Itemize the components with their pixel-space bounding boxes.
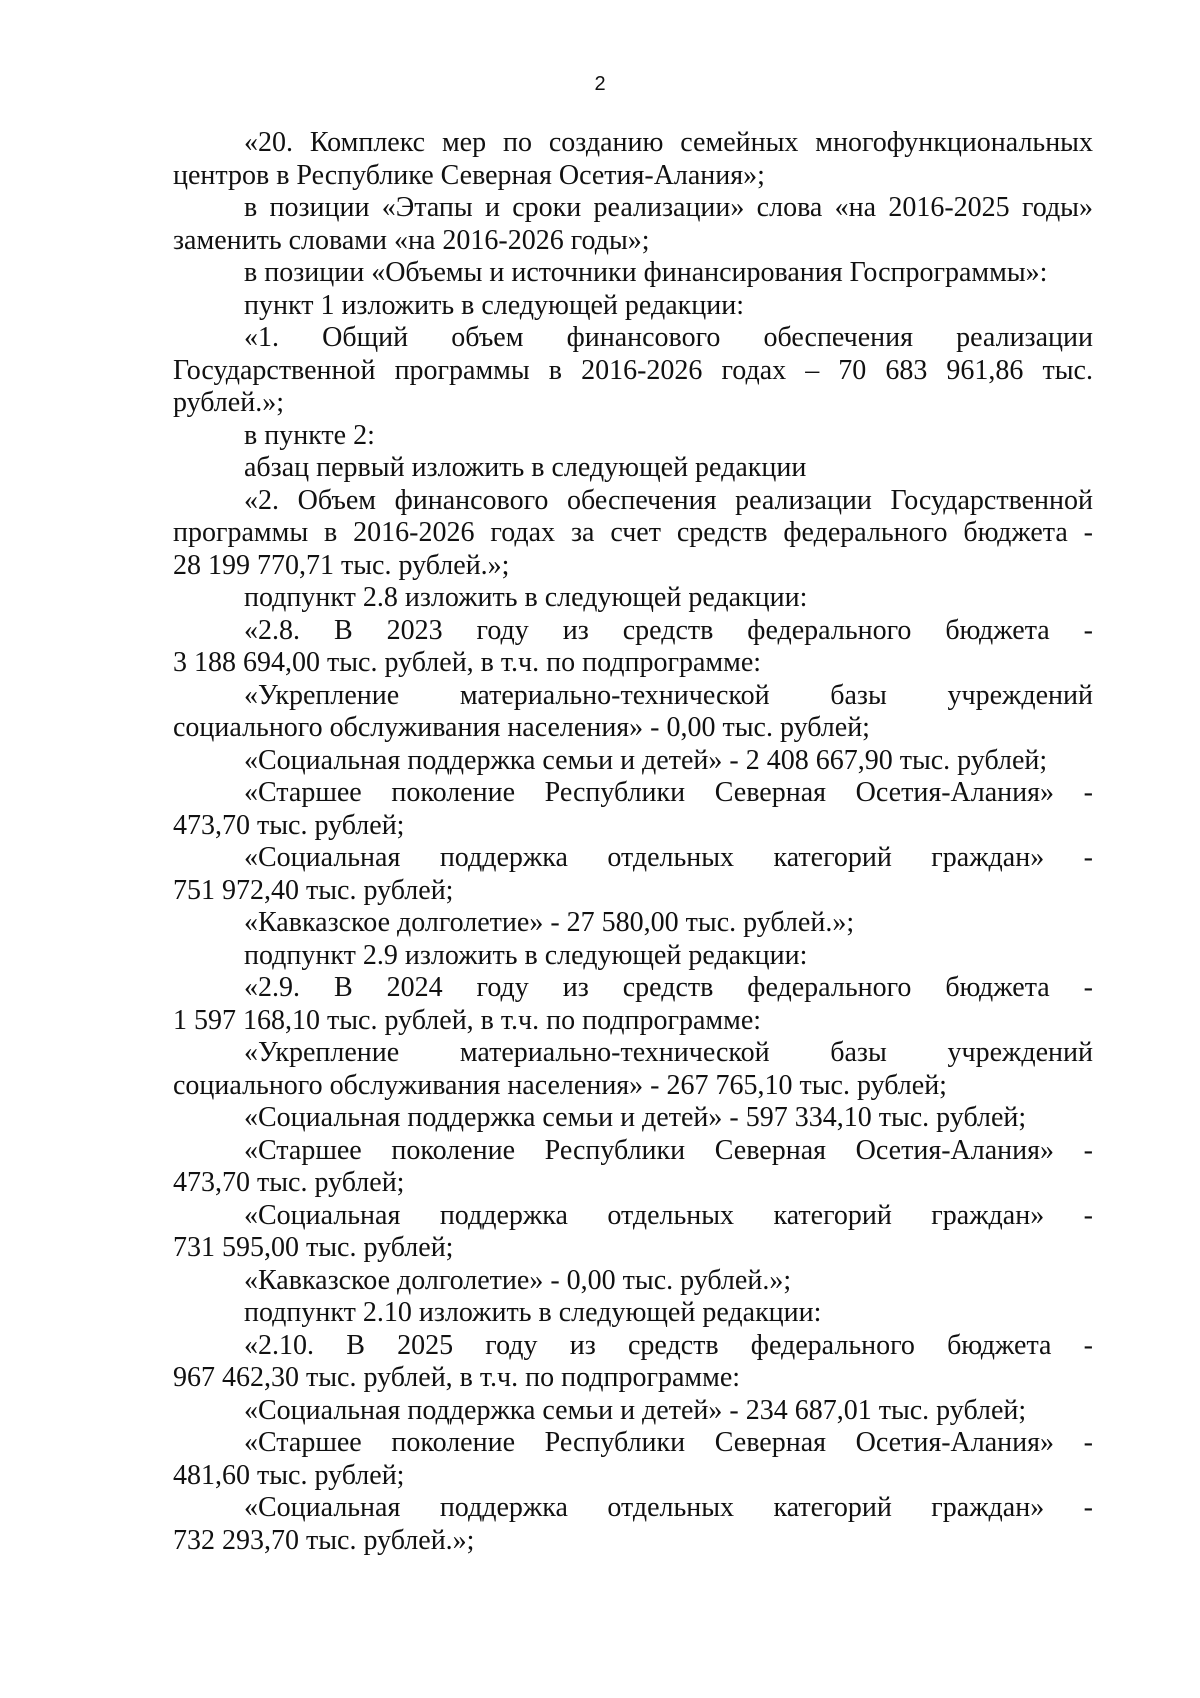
paragraph-first-line: подпункт 2.9 изложить в следующей редакции: [244, 939, 808, 971]
paragraph-continuation-line: 731 595,00 тыс. рублей; [173, 1232, 454, 1263]
paragraph [173, 452, 1093, 485]
paragraph-first-line: «Социальная поддержка семьи и детей» - 2 408 667,90 тыс. рублей; [244, 744, 1048, 776]
paragraph [173, 322, 1093, 420]
paragraph [173, 1135, 1093, 1200]
paragraph [173, 485, 1093, 583]
paragraph [173, 582, 1093, 615]
paragraph-first-line: абзац первый изложить в следующей редакции [244, 452, 807, 483]
paragraph [173, 1427, 1093, 1492]
paragraph [173, 1297, 1093, 1330]
paragraph-first-line: «Социальная поддержка семьи и детей» - 234 687,01 тыс. рублей; [244, 1394, 1027, 1426]
paragraph-first-line: в позиции «Объемы и источники финансирования Госпрограммы»: [244, 257, 1048, 288]
paragraph-first-line: подпункт 2.10 изложить в следующей редакции: [244, 1297, 822, 1328]
paragraph [173, 1102, 1093, 1135]
paragraph-continuation-line: Государственной программы в 2016-2026 годах – 70 683 961,86 тыс. [173, 354, 1093, 386]
paragraph-continuation-line: социального обслуживания населения» - 0,00 тыс. рублей; [173, 712, 870, 743]
paragraph-continuation-line: 473,70 тыс. рублей; [173, 809, 405, 841]
paragraph [173, 127, 1093, 192]
paragraph-continuation-line: программы в 2016-2026 годах за счет средств федерального бюджета - [173, 517, 1093, 548]
paragraph-first-line: «Старшее поколение Республики Северная Осетия-Алания» - [244, 777, 1093, 808]
paragraph [173, 1330, 1093, 1395]
paragraph [173, 420, 1093, 453]
paragraph-continuation-line: 751 972,40 тыс. рублей; [173, 874, 454, 906]
paragraph-first-line: подпункт 2.8 изложить в следующей редакции: [244, 582, 808, 613]
paragraph [173, 972, 1093, 1037]
paragraph-first-line: «Социальная поддержка отдельных категорий граждан» - [244, 842, 1093, 873]
paragraph-first-line: «1. Общий объем финансового обеспечения реализации [244, 322, 1093, 353]
paragraph [173, 777, 1093, 842]
paragraph-first-line: «Кавказское долголетие» - 27 580,00 тыс. рублей.»; [244, 907, 855, 938]
paragraph [173, 1037, 1093, 1102]
paragraph-first-line: «2.8. В 2023 году из средств федерального бюджета - [244, 614, 1093, 646]
paragraph [173, 192, 1093, 257]
paragraph [173, 1265, 1093, 1298]
paragraph-first-line: «20. Комплекс мер по созданию семейных многофункциональных [244, 127, 1093, 158]
paragraph-continuation-line: заменить словами «на 2016-2026 годы»; [173, 224, 650, 256]
paragraph-continuation-line: центров в Республике Северная Осетия-Алания»; [173, 159, 765, 191]
paragraph-continuation-line: 481,60 тыс. рублей; [173, 1459, 405, 1491]
paragraph-continuation-line: 967 462,30 тыс. рублей, в т.ч. по подпрограмме: [173, 1362, 741, 1393]
paragraph-first-line: «Укрепление материально-технической базы учреждений [244, 1037, 1093, 1068]
paragraph [173, 842, 1093, 907]
paragraph-first-line: «Укрепление материально-технической базы учреждений [244, 679, 1093, 711]
paragraph-first-line: «Старшее поколение Республики Северная Осетия-Алания» - [244, 1427, 1093, 1458]
paragraph-continuation-line: 3 188 694,00 тыс. рублей, в т.ч. по подпрограмме: [173, 647, 762, 678]
paragraph-first-line: «Социальная поддержка семьи и детей» - 597 334,10 тыс. рублей; [244, 1102, 1027, 1133]
paragraph-first-line: в позиции «Этапы и сроки реализации» слова «на 2016-2025 годы» [244, 192, 1093, 223]
paragraph [173, 680, 1093, 745]
paragraph [173, 257, 1093, 290]
paragraph-first-line: «Старшее поколение Республики Северная Осетия-Алания» - [244, 1134, 1093, 1166]
paragraph-continuation-line: 1 597 168,10 тыс. рублей, в т.ч. по подпрограмме: [173, 1004, 762, 1036]
paragraph-first-line: пункт 1 изложить в следующей редакции: [244, 289, 744, 321]
paragraph-first-line: «Кавказское долголетие» - 0,00 тыс. рублей.»; [244, 1264, 792, 1296]
paragraph-first-line: «Социальная поддержка отдельных категорий граждан» - [244, 1199, 1093, 1231]
paragraph-first-line: «2.10. В 2025 году из средств федерального бюджета - [244, 1329, 1093, 1361]
paragraph-continuation-line: 732 293,70 тыс. рублей.»; [173, 1524, 475, 1556]
paragraph [173, 615, 1093, 680]
paragraph [173, 1395, 1093, 1428]
paragraph [173, 1492, 1093, 1557]
page-number: 2 [594, 73, 606, 95]
paragraph-first-line: «2.9. В 2024 году из средств федерального бюджета - [244, 972, 1093, 1003]
paragraph [173, 745, 1093, 778]
paragraph-first-line: «Социальная поддержка отдельных категорий граждан» - [244, 1492, 1093, 1523]
paragraph-continuation-line: социального обслуживания населения» - 267 765,10 тыс. рублей; [173, 1069, 947, 1101]
paragraph [173, 907, 1093, 940]
paragraph-continuation-line: 473,70 тыс. рублей; [173, 1167, 405, 1198]
document-body [173, 127, 1093, 1557]
paragraph-first-line: «2. Объем финансового обеспечения реализации Государственной [244, 484, 1093, 516]
paragraph-first-line: в пункте 2: [244, 419, 375, 451]
paragraph [173, 290, 1093, 323]
paragraph-continuation-line: рублей.»; [173, 387, 284, 418]
paragraph [173, 1200, 1093, 1265]
paragraph [173, 940, 1093, 973]
paragraph-continuation-line: 28 199 770,71 тыс. рублей.»; [173, 549, 510, 581]
